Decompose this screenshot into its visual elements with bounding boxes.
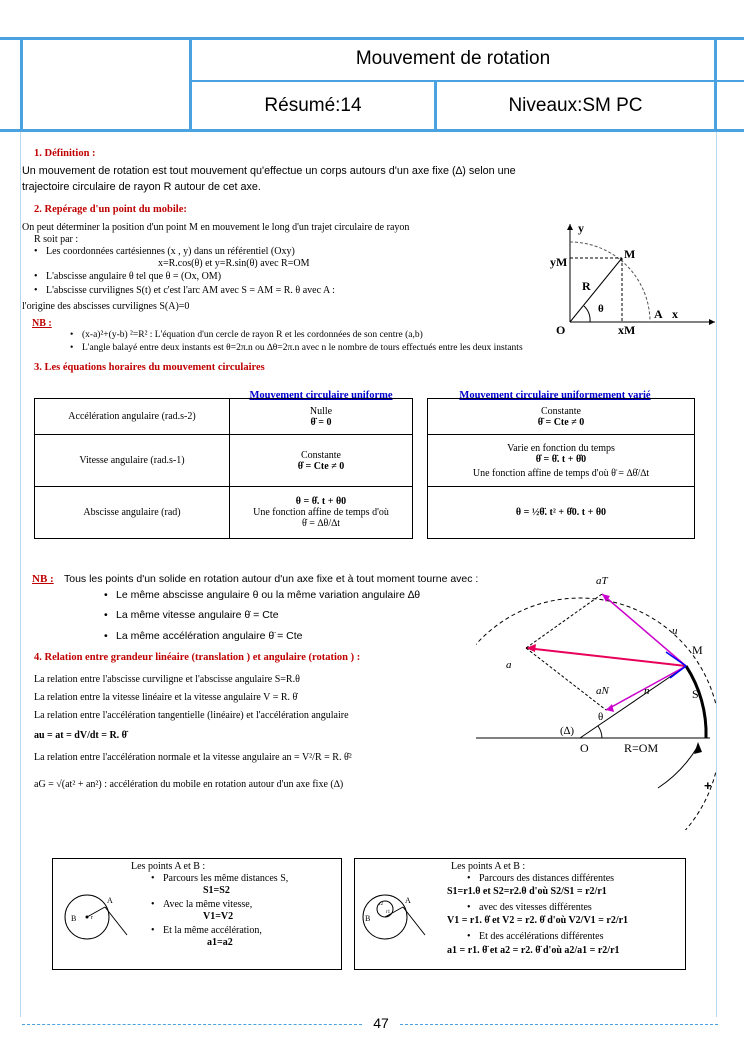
fig-aN: aN [596, 685, 609, 697]
fig-R2: R=OM [624, 741, 659, 755]
table-row [35, 487, 695, 539]
fig-O2: O [580, 741, 589, 755]
header-bottom-line [0, 129, 744, 132]
s4-line-1: La relation entre l'abscisse curviligne et l'abscisse angulaire S=R.θ [34, 674, 300, 685]
s2-nb-2: • L'angle balayé entre deux instants est θ=2π.n ou ∆θ=2π.n avec n le nombre de tours effectués entre les deux instants [82, 342, 523, 354]
frame-left [20, 132, 21, 1017]
section-2-heading: 2. Repérage d'un point du mobile: [34, 204, 187, 215]
nb2-label: NB : [32, 573, 54, 585]
fig-M: M [624, 247, 636, 261]
fig-theta2: θ [598, 711, 604, 723]
header-mid-line [190, 80, 744, 82]
row2-label: Vitesse angulaire (rad.s-1) [35, 435, 230, 487]
resume-label: Résumé:14 [264, 95, 362, 116]
fig-yM: yM [550, 255, 568, 269]
fig-theta: θ [598, 303, 604, 315]
col-uniform-title: Mouvement circulaire uniforme [249, 390, 393, 401]
table-row [35, 435, 695, 487]
row1-label: Accélération angulaire (rad.s-2) [35, 399, 230, 435]
nb2-b1: • Le même abscisse angulaire θ ou la même variation angulaire ∆θ [116, 589, 420, 601]
box1-figure [63, 883, 133, 943]
nb2-lead: Tous les points d'un solide en rotation autour d'un axe fixe et à tout moment tourne avec : [64, 573, 479, 585]
row3-c1: θ = θ̇. t + θ0 Une fonction affine de temps d'où θ̇ = ∆θ/∆t [230, 487, 413, 539]
table-row [35, 399, 695, 435]
fig-u: u [672, 625, 678, 637]
page-title: Mouvement de rotation [355, 48, 551, 69]
nb2-b3: • La même accélération angulaire θ̈ = Cte [116, 630, 302, 642]
footer-line-right [400, 1024, 718, 1025]
fig-a: a [506, 659, 512, 671]
fig-M2: M [692, 643, 703, 657]
fig-y: y [578, 221, 584, 235]
svg-text:r: r [91, 915, 93, 921]
s4-line-3: La relation entre l'accélération tangentielle (linéaire) et l'accélération angulaire [34, 710, 349, 721]
section-1-heading: 1. Définition : [34, 148, 96, 159]
header-top-line [0, 37, 744, 40]
row3-label: Abscisse angulaire (rad) [35, 487, 230, 539]
s2-bullet-3: • L'abscisse curvilignes S(t) et c'est l'arc AM avec S = AM = R. θ avec A : [46, 285, 335, 297]
s4-line-5: aG = √(at² + an²) : accélération du mobile en rotation autour d'un axe fixe (∆) [34, 779, 344, 790]
equations-table [34, 398, 695, 539]
box-same-distance: A B r Les points A et B : • Parcours les même distances S, S1=S2 • Avec la même vitesse, V1=V2 • Et la même accélération, a1=a2 [52, 858, 342, 970]
header-vline-1 [20, 37, 23, 132]
fig-x: x [672, 307, 678, 321]
coordinate-figure [530, 218, 720, 338]
s2-nb-label: NB : [32, 318, 52, 329]
col-varie-title: Mouvement circulaire uniformement varié [459, 390, 651, 401]
fig-O: O [556, 323, 566, 337]
fig-S: S [692, 687, 699, 701]
s2-bullet-2: • L'abscisse angulaire θ tel que θ = (Ox, OM) [46, 271, 221, 283]
s4-line-4: La relation entre l'accélération normale et la vitesse angulaire an = V²/R = R. θ̇² [34, 752, 352, 763]
row2-c2: Varie en fonction du temps θ̇ = θ̈. t + θ̇0 Une fonction affine de temps d'où θ̈ = ∆θ̇/∆t [428, 435, 695, 487]
header-vline-4 [714, 37, 717, 132]
row1-c2: Constante θ̈ = Cte ≠ 0 [428, 399, 695, 435]
s1-line-2: trajectoire circulaire de rayon R autour de cet axe. [22, 181, 261, 193]
row1-c1: Nulle θ̈ = 0 [230, 399, 413, 435]
fig-delta: (∆) [560, 725, 575, 737]
svg-text:A: A [107, 896, 113, 905]
fig-R: R [582, 279, 591, 293]
s2-nb-1: • (x-a)²+(y-b) ²=R² : L'équation d'un cercle de rayon R et les cordonnées de son centre (a,b) [82, 329, 423, 341]
svg-text:r1: r1 [386, 910, 391, 915]
fig-xM: xM [618, 323, 636, 337]
box2-figure [361, 883, 431, 943]
row2-c1: Constante θ̇ = Cte ≠ 0 [230, 435, 413, 487]
niveaux-label: Niveaux:SM PC [508, 95, 643, 116]
fig-A: A [654, 307, 663, 321]
section-3-heading: 3. Les équations horaires du mouvement circulaires [34, 362, 265, 373]
s2-bullet-3b: l'origine des abscisses curvilignes S(A)=0 [22, 301, 190, 312]
acceleration-figure [476, 570, 716, 830]
s1-line-1: Un mouvement de rotation est tout mouvement qu'effectue un corps autours d'un axe fixe (∆) selon une [22, 165, 516, 177]
s2-line-1: On peut déterminer la position d'un point M en mouvement le long d'un trajet circulaire de rayon [22, 222, 410, 233]
row3-c2: θ = ½θ̈. t² + θ̇0. t + θ0 [428, 487, 695, 539]
svg-text:B: B [71, 914, 77, 923]
svg-text:B: B [365, 914, 371, 923]
s4-line-2: La relation entre la vitesse linéaire et la vitesse angulaire V = R. θ̇ [34, 692, 298, 703]
section-4-heading: 4. Relation entre grandeur linéaire (translation ) et angulaire (rotation ) : [34, 652, 361, 663]
footer-line-left [22, 1024, 362, 1025]
svg-text:r2: r2 [379, 902, 384, 907]
s2-bullet-1: • Les coordonnées cartésiennes (x , y) dans un référentiel (Oxy) [46, 246, 295, 258]
nb2-b2: • La même vitesse angulaire θ̇ = Cte [116, 609, 279, 621]
box-different-distance: A B r2 r1 Les points A et B : • Parcours des distances différentes S1=r1.θ et S2=r2.θ d'où S2/S1 = r2/r1 • avec des vitesses différentes V1 = r1. θ̇ et V2 = r2. θ̇ d'où V2/V1 = r2/r1 • Et des accélérations différentes a1 = r1. θ̈ et a2 = r2. θ̈ d'où a2/a1 = r2/r1 [354, 858, 686, 970]
fig-aT: aT [596, 575, 608, 587]
s2-line-2: R soit par : [34, 234, 79, 245]
s2-bullet-1b: x=R.cos(θ) et y=R.sin(θ) avec R=OM [158, 258, 310, 269]
fig-n: n [644, 685, 650, 697]
svg-text:A: A [405, 896, 411, 905]
page-number: 47 [373, 1015, 389, 1031]
fig-plus: + [704, 778, 712, 793]
s4-line-3b: au = at = dV/dt = R. θ̈ [34, 730, 127, 741]
